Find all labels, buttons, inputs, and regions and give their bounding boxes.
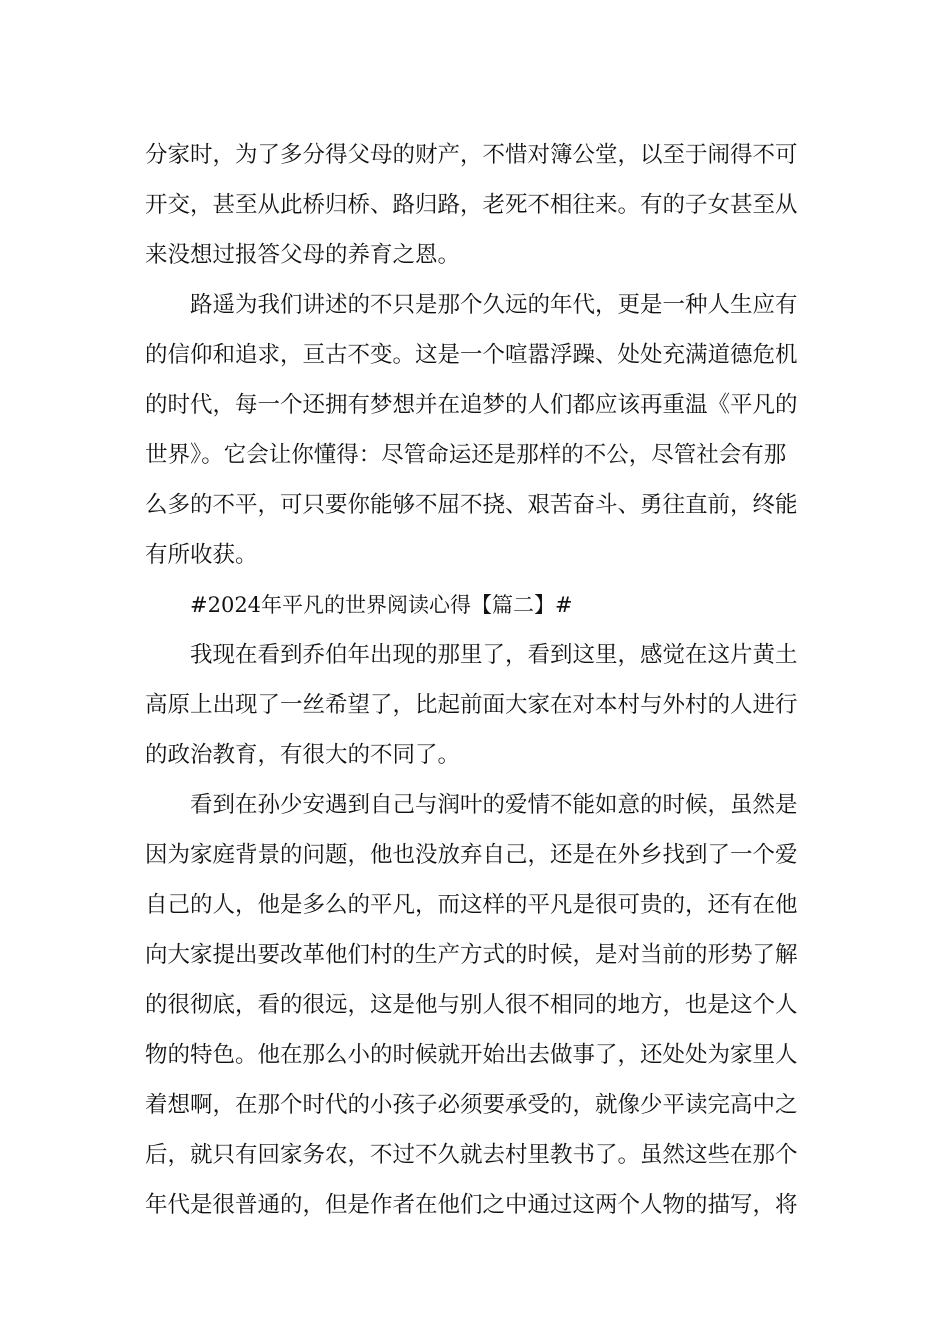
text-line: 来没想过报答父母的养育之恩。 <box>145 242 461 268</box>
text-line: 的时代，每一个还拥有梦想并在追梦的人们都应该再重温《平凡的 <box>145 392 798 418</box>
text-line: 高原上出现了一丝希望了，比起前面大家在对本村与外村的人进行 <box>145 692 798 718</box>
section-heading <box>145 580 807 630</box>
text-line: 开交，甚至从此桥归桥、路归路，老死不相往来。有的子女甚至从 <box>145 192 798 218</box>
text-line: 物的特色。他在那么小的时候就开始出去做事了，还处处为家里人 <box>145 1042 798 1068</box>
paragraph-4 <box>145 780 807 1230</box>
text-line: 有所收获。 <box>145 542 258 568</box>
text-line: 自己的人，他是多么的平凡，而这样的平凡是很可贵的，还有在他 <box>145 892 798 918</box>
text-line: 么多的不平，可只要你能够不屈不挠、艰苦奋斗、勇往直前，终能 <box>145 492 798 518</box>
heading-text: #2024年平凡的世界阅读心得【篇二】# <box>190 593 573 617</box>
text-line: 的很彻底，看的很远，这是他与别人很不相同的地方，也是这个人 <box>145 992 798 1018</box>
text-line: 的信仰和追求，亘古不变。这是一个喧嚣浮躁、处处充满道德危机 <box>145 342 798 368</box>
text-line: 向大家提出要改革他们村的生产方式的时候，是对当前的形势了解 <box>145 942 798 968</box>
text-line: 后，就只有回家务农，不过不久就去村里教书了。虽然这些在那个 <box>145 1142 798 1168</box>
text-line: 世界》。它会让你懂得：尽管命运还是那样的不公，尽管社会有那 <box>145 442 787 468</box>
document-body <box>145 130 807 1230</box>
paragraph-2 <box>145 280 807 580</box>
text-line: 分家时，为了多分得父母的财产，不惜对簿公堂，以至于闹得不可 <box>145 142 798 168</box>
paragraph-3 <box>145 630 807 780</box>
paragraph-1 <box>145 130 807 280</box>
text-line: 看到在孙少安遇到自己与润叶的爱情不能如意的时候，虽然是 <box>190 792 798 818</box>
text-line: 年代是很普通的，但是作者在他们之中通过这两个人物的描写，将 <box>145 1192 798 1218</box>
text-line: 我现在看到乔伯年出现的那里了，看到这里，感觉在这片黄土 <box>190 642 798 668</box>
text-line: 着想啊，在那个时代的小孩子必须要承受的，就像少平读完高中之 <box>145 1092 798 1118</box>
text-line: 因为家庭背景的问题，他也没放弃自己，还是在外乡找到了一个爱 <box>145 842 798 868</box>
text-line: 路遥为我们讲述的不只是那个久远的年代，更是一种人生应有 <box>190 292 798 318</box>
text-line: 的政治教育，有很大的不同了。 <box>145 742 461 768</box>
